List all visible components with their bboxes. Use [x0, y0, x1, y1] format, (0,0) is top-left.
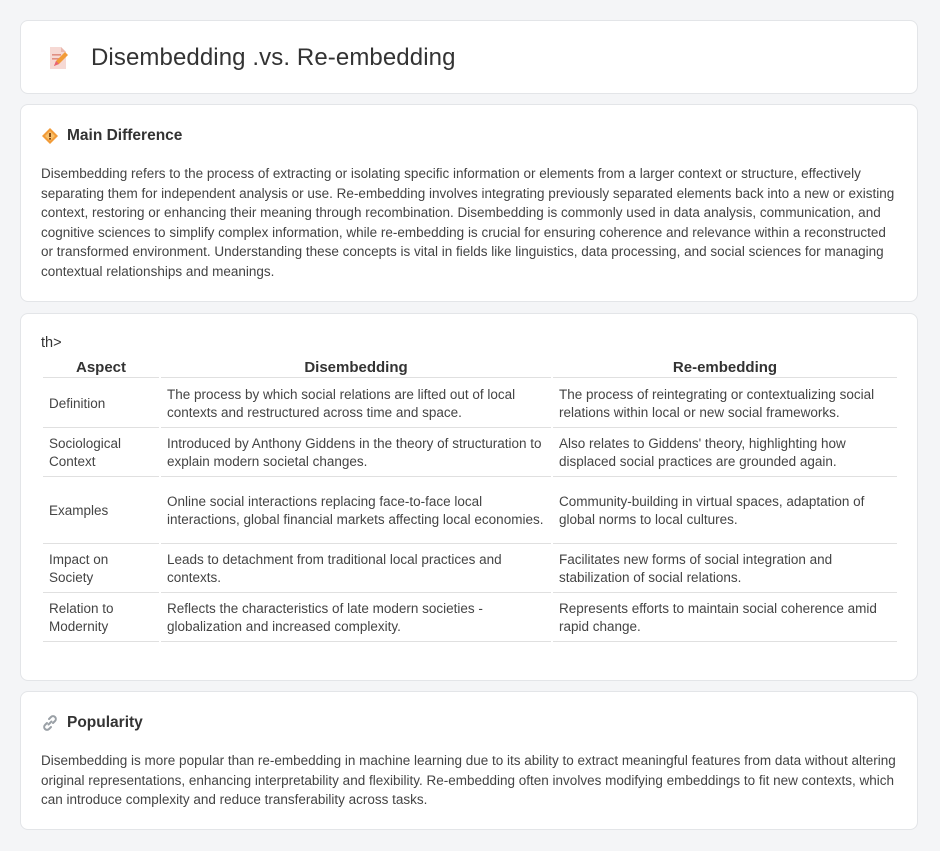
diamond-warning-icon — [41, 127, 59, 145]
table-row — [43, 479, 897, 544]
title-row — [45, 44, 456, 72]
comparison-table — [41, 356, 899, 644]
comparison-card — [20, 313, 918, 681]
table-row — [43, 546, 897, 593]
disembedding-cell: Online social interactions replacing face-to-face local interactions, global financial markets affecting local economies. — [161, 479, 551, 544]
stray-markup-text: th> — [41, 335, 62, 351]
header-disembedding: Disembedding — [161, 358, 551, 378]
popularity-card — [20, 691, 918, 830]
reembedding-cell: Also relates to Giddens' theory, highlighting how displaced social practices are grounded again. — [553, 430, 897, 477]
aspect-cell: Impact on Society — [43, 546, 159, 593]
disembedding-cell: The process by which social relations are lifted out of local contexts and restructured across time and space. — [161, 380, 551, 428]
reembedding-cell: Facilitates new forms of social integration and stabilization of social relations. — [553, 546, 897, 593]
reembedding-cell: The process of reintegrating or contextualizing social relations within local or new social frameworks. — [553, 380, 897, 428]
aspect-cell: Examples — [43, 479, 159, 544]
table-row — [43, 430, 897, 477]
table-row — [43, 380, 897, 428]
popularity-text: Disembedding is more popular than re-embedding in machine learning due to its ability to extract meaningful features from data without altering original representations, enhancing interpretability and flexibility. Re-embedding often involves modifying embeddings to fit new contexts, which can introduce complexity and reduce transferability across tasks. — [41, 753, 896, 807]
table-row — [43, 595, 897, 642]
disembedding-cell: Introduced by Anthony Giddens in the theory of structuration to explain modern societal changes. — [161, 430, 551, 477]
page-title: Disembedding .vs. Re-embedding — [91, 44, 456, 71]
popularity-heading — [41, 714, 143, 732]
table-header-row — [43, 358, 897, 378]
header-reembedding: Re-embedding — [553, 358, 897, 378]
main-difference-title: Main Difference — [67, 127, 183, 144]
header-card — [20, 20, 918, 94]
link-icon — [41, 714, 59, 732]
aspect-cell: Definition — [43, 380, 159, 428]
popularity-title: Popularity — [67, 714, 143, 731]
main-difference-text: Disembedding refers to the process of extracting or isolating specific information or elements from a larger context or structure, effectively separating them for independent analysis or use. Re-embedding involves integrating previously separated elements back into a new or existing context, restoring or enhancing their meaning through recombination. Disembedding is commonly used in data analysis, communication, and cognitive sciences to simplify complex information, while re-embedding is crucial for ensuring coherence and relevance within a reconstructed or transformed environment. Understanding these concepts is vital in fields like linguistics, data processing, and social sciences for managing contextual relationships and meanings. — [41, 166, 895, 279]
disembedding-cell: Reflects the characteristics of late modern societies - globalization and increased complexity. — [161, 595, 551, 642]
document-edit-icon — [45, 45, 71, 71]
reembedding-cell: Represents efforts to maintain social coherence amid rapid change. — [553, 595, 897, 642]
reembedding-cell: Community-building in virtual spaces, adaptation of global norms to local cultures. — [553, 479, 897, 544]
main-difference-card — [20, 104, 918, 302]
aspect-cell: Relation to Modernity — [43, 595, 159, 642]
disembedding-cell: Leads to detachment from traditional local practices and contexts. — [161, 546, 551, 593]
main-difference-heading — [41, 127, 182, 145]
header-aspect: Aspect — [43, 358, 159, 378]
aspect-cell: Sociological Context — [43, 430, 159, 477]
